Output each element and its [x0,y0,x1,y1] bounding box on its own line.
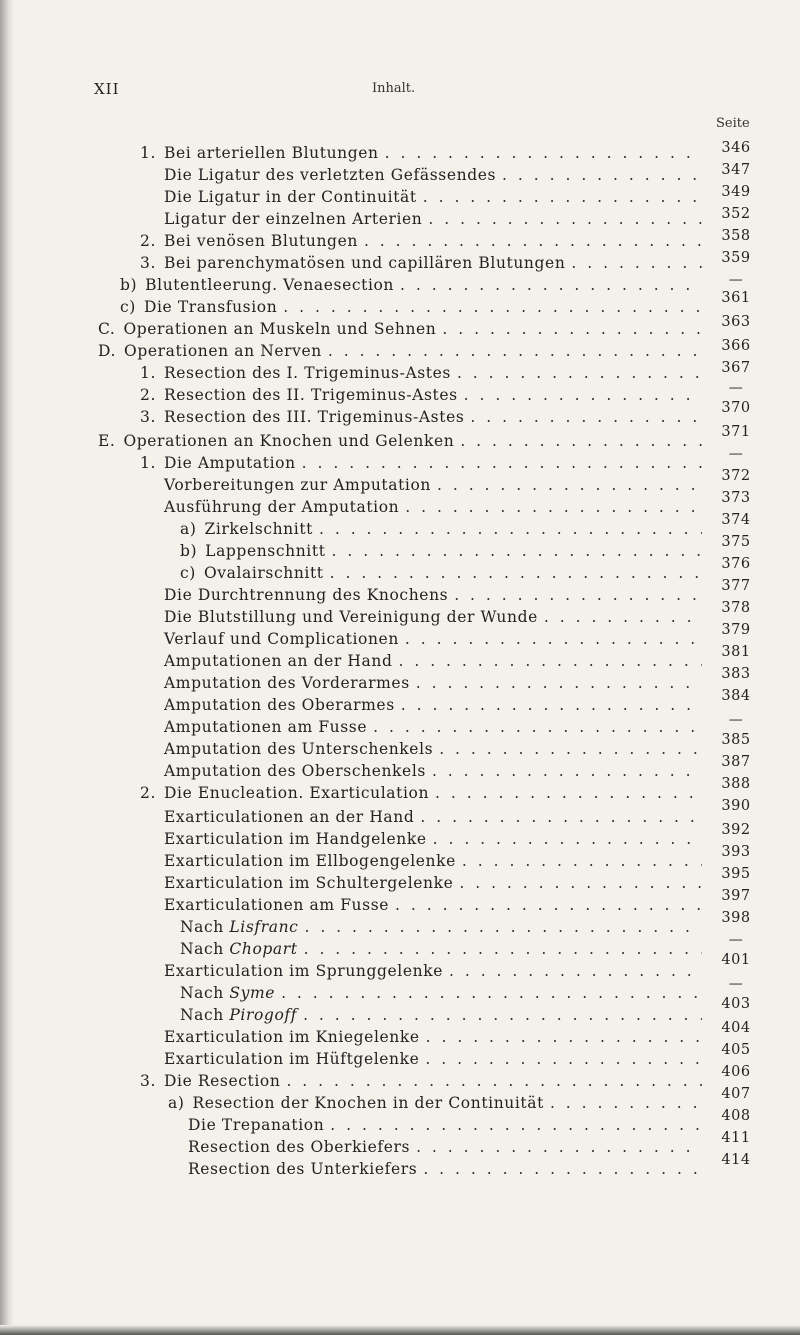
toc-page-ref: 385 [721,732,751,748]
toc-entry: c) Ovalairschnitt . . . [180,562,708,582]
toc-page-ref: 398 [721,910,751,926]
toc-page-ref: 361 [721,290,751,306]
toc-entry: Exarticulationen am Fusse . . . [164,894,708,914]
toc-page-ref: 390 [721,798,751,814]
toc-page-ref: 393 [721,844,751,860]
toc-page-ref: 372 [721,468,751,484]
toc-page-ref: — [728,272,744,288]
toc-entry: Amputationen am Fusse . . . [164,716,708,736]
toc-entry: Resection des Unterkiefers . . . [188,1158,708,1178]
toc-entry: Resection des Oberkiefers . . . [188,1136,708,1156]
toc-entry: 3. Resection des III. Trigeminus-Astes . . . [140,406,708,426]
page-edge-shadow [0,0,14,1335]
toc-page-ref: 378 [721,600,751,616]
toc-page-ref: 379 [721,622,751,638]
toc-page-ref: 384 [721,688,751,704]
page-bottom-edge [0,1325,800,1335]
toc-page-ref: 405 [721,1042,751,1058]
toc-entry: Die Ligatur des verletzten Gefässendes . . . [164,164,708,184]
toc-entry: b) Lappenschnitt . . . [180,540,708,560]
toc-page-ref: 370 [721,400,751,416]
toc-page-ref: 366 [721,338,751,354]
toc-page-ref: 395 [721,866,751,882]
toc-page-ref: 383 [721,666,751,682]
toc-page-ref: 352 [721,206,751,222]
column-heading: Seite [716,116,750,131]
running-head: Inhalt. [372,81,416,96]
toc-page-ref: 387 [721,754,751,770]
toc-page-ref: — [728,380,744,396]
toc-page-ref: 381 [721,644,751,660]
toc-entry: Exarticulation im Ellbogengelenke . . . [164,850,708,870]
toc-entry: a) Resection der Knochen in der Continuität . . . [168,1092,708,1112]
toc-entry: b) Blutentleerung. Venaesection . . . [120,274,708,294]
toc-page-ref: 349 [721,184,751,200]
toc-entry: a) Zirkelschnitt . . . [180,518,708,538]
toc-page-ref: 414 [721,1152,751,1168]
toc-entry: Die Ligatur in der Continuität . . . [164,186,708,206]
toc-entry: Amputationen an der Hand . . . [164,650,708,670]
toc-page-ref: 373 [721,490,751,506]
toc-entry: Amputation des Vorderarmes . . . [164,672,708,692]
toc-entry: Nach Chopart . . . [180,938,708,958]
toc-page-ref: — [728,976,744,992]
toc-entry: Die Trepanation . . . [188,1114,708,1134]
toc-page-ref: 371 [721,424,751,440]
toc-entry: 1. Bei arteriellen Blutungen . . . [140,142,708,162]
toc-page-ref: 397 [721,888,751,904]
toc-entry: Die Durchtrennung des Knochens . . . [164,584,708,604]
toc-entry: Exarticulation im Hüftgelenke . . . [164,1048,708,1068]
toc-page-ref: 407 [721,1086,751,1102]
toc-page-ref: 388 [721,776,751,792]
toc-entry: Nach Syme . . . [180,982,708,1002]
toc-entry: Ligatur der einzelnen Arterien . . . [164,208,708,228]
toc-page-ref: — [728,932,744,948]
toc-page-ref: — [728,712,744,728]
toc-entry: 1. Die Amputation . . . [140,452,708,472]
toc-entry: 2. Resection des II. Trigeminus-Astes . . . [140,384,708,404]
toc-page-ref: 359 [721,250,751,266]
toc-entry: Verlauf und Complicationen . . . [164,628,708,648]
toc-entry: Exarticulation im Handgelenke . . . [164,828,708,848]
toc-entry: 2. Die Enucleation. Exarticulation . . . [140,782,708,802]
toc-entry: Exarticulation im Schultergelenke . . . [164,872,708,892]
toc-page-ref: 406 [721,1064,751,1080]
toc-page-ref: 347 [721,162,751,178]
toc-entry: 1. Resection des I. Trigeminus-Astes . . . [140,362,708,382]
toc-entry: Exarticulation im Kniegelenke . . . [164,1026,708,1046]
toc-page-ref: 363 [721,314,751,330]
toc-entry: 3. Bei parenchymatösen und capillären Blutungen . . . [140,252,708,272]
toc-entry: E. Operationen an Knochen und Gelenken . . . [98,430,708,450]
toc-entry: Amputation des Oberarmes . . . [164,694,708,714]
toc-entry: Amputation des Unterschenkels . . . [164,738,708,758]
toc-entry: Exarticulation im Sprunggelenke . . . [164,960,708,980]
toc-page-ref: 376 [721,556,751,572]
toc-entry: C. Operationen an Muskeln und Sehnen . . . [98,318,708,338]
toc-entry: Exarticulationen an der Hand . . . [164,806,708,826]
toc-page-ref: — [728,446,744,462]
toc-page-ref: 408 [721,1108,751,1124]
toc-page-ref: 367 [721,360,751,376]
toc-entry: 2. Bei venösen Blutungen . . . [140,230,708,250]
toc-page-ref: 375 [721,534,751,550]
toc-page-ref: 401 [721,952,751,968]
toc-entry: 3. Die Resection . . . [140,1070,708,1090]
toc-entry: Vorbereitungen zur Amputation . . . [164,474,708,494]
toc-page-ref: 392 [721,822,751,838]
toc-page-ref: 346 [721,140,751,156]
toc-page-ref: 403 [721,996,751,1012]
toc-entry: Nach Pirogoff . . . [180,1004,708,1024]
toc-page-ref: 411 [721,1130,751,1146]
toc-entry: Die Blutstillung und Vereinigung der Wunde . . . [164,606,708,626]
toc-page-ref: 358 [721,228,751,244]
toc-entry: Nach Lisfranc . . . [180,916,708,936]
page-number: XII [94,80,120,98]
toc-page-ref: 377 [721,578,751,594]
toc-entry: D. Operationen an Nerven . . . [98,340,708,360]
toc-page-ref: 404 [721,1020,751,1036]
toc-entry: Ausführung der Amputation . . . [164,496,708,516]
toc-entry: c) Die Transfusion . . . [120,296,708,316]
toc-page-ref: 374 [721,512,751,528]
toc-entry: Amputation des Oberschenkels . . . [164,760,708,780]
